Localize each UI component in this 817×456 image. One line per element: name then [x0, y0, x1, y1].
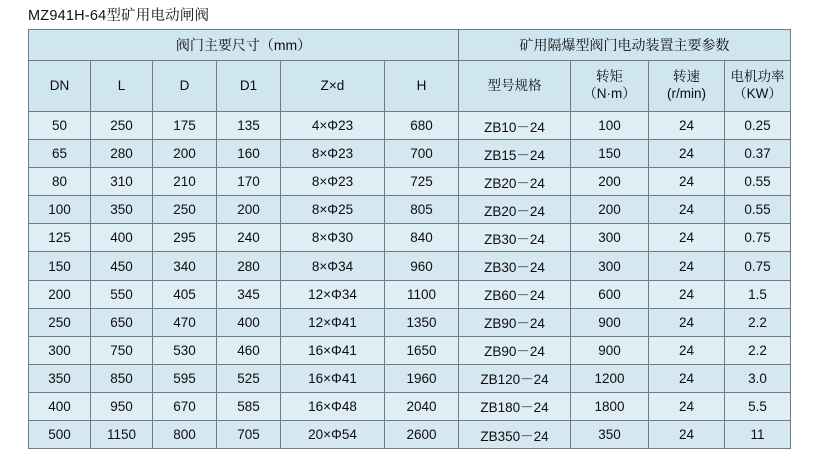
table-cell: 310	[91, 168, 153, 196]
table-cell: ZB30－24	[459, 252, 571, 280]
table-cell: 800	[153, 421, 217, 449]
table-cell: 1200	[571, 364, 649, 392]
column-header-zd-label: Z×d	[320, 77, 345, 93]
table-cell: 175	[153, 112, 217, 140]
table-cell: 0.55	[725, 196, 791, 224]
table-cell: 525	[217, 364, 281, 392]
table-cell: 400	[217, 308, 281, 336]
table-cell: 600	[571, 280, 649, 308]
table-row	[29, 392, 791, 420]
table-row	[29, 224, 791, 252]
table-cell: 725	[385, 168, 459, 196]
table-row	[29, 336, 791, 364]
table-row	[29, 308, 791, 336]
table-cell: 200	[571, 196, 649, 224]
table-cell: 24	[649, 364, 725, 392]
table-cell: 400	[29, 392, 91, 420]
table-cell: 1150	[91, 421, 153, 449]
column-header-h	[385, 61, 459, 112]
table-cell: 200	[571, 168, 649, 196]
table-cell: 170	[217, 168, 281, 196]
table-cell: 585	[217, 392, 281, 420]
table-row	[29, 364, 791, 392]
table-cell: 470	[153, 308, 217, 336]
table-cell: 8×Φ23	[281, 140, 385, 168]
table-cell: 24	[649, 224, 725, 252]
table-cell: ZB60－24	[459, 280, 571, 308]
table-cell: 12×Φ34	[281, 280, 385, 308]
table-cell: 0.37	[725, 140, 791, 168]
column-header-power-label: 电机功率	[730, 69, 785, 85]
table-cell: 160	[217, 140, 281, 168]
table-cell: 8×Φ34	[281, 252, 385, 280]
table-cell: 680	[385, 112, 459, 140]
column-header-torque	[571, 61, 649, 112]
spec-table	[28, 29, 791, 449]
table-cell: ZB10－24	[459, 112, 571, 140]
table-cell: 840	[385, 224, 459, 252]
table-cell: 900	[571, 336, 649, 364]
table-cell: 3.0	[725, 364, 791, 392]
table-row	[29, 252, 791, 280]
table-cell: 24	[649, 112, 725, 140]
table-cell: 250	[153, 196, 217, 224]
table-cell: 125	[29, 224, 91, 252]
column-header-model-label: 型号规格	[487, 77, 542, 93]
table-cell: 805	[385, 196, 459, 224]
table-cell: 750	[91, 336, 153, 364]
table-cell: 2.2	[725, 308, 791, 336]
table-cell: 1800	[571, 392, 649, 420]
table-cell: 24	[649, 168, 725, 196]
table-cell: 1960	[385, 364, 459, 392]
table-row	[29, 421, 791, 449]
group-header-actuator: 矿用隔爆型阀门电动装置主要参数	[459, 30, 791, 61]
table-cell: 0.75	[725, 224, 791, 252]
table-cell: 340	[153, 252, 217, 280]
table-cell: 700	[385, 140, 459, 168]
column-header-zd	[281, 61, 385, 112]
table-row	[29, 196, 791, 224]
table-cell: 24	[649, 196, 725, 224]
table-cell: 24	[649, 252, 725, 280]
table-cell: 80	[29, 168, 91, 196]
table-cell: 1650	[385, 336, 459, 364]
table-cell: 500	[29, 421, 91, 449]
column-header-dn	[29, 61, 91, 112]
table-cell: 460	[217, 336, 281, 364]
table-cell: 850	[91, 364, 153, 392]
table-cell: 650	[91, 308, 153, 336]
column-header-h-label: H	[416, 77, 427, 93]
table-cell: 950	[91, 392, 153, 420]
column-header-speed	[649, 61, 725, 112]
table-head	[29, 30, 791, 112]
table-cell: 1350	[385, 308, 459, 336]
table-cell: 350	[91, 196, 153, 224]
column-header-d	[153, 61, 217, 112]
table-cell: 300	[29, 336, 91, 364]
table-cell: 24	[649, 308, 725, 336]
table-cell: 705	[217, 421, 281, 449]
table-cell: ZB180－24	[459, 392, 571, 420]
table-cell: 150	[571, 140, 649, 168]
table-cell: ZB20－24	[459, 196, 571, 224]
table-cell: 1.5	[725, 280, 791, 308]
table-cell: ZB90－24	[459, 336, 571, 364]
table-cell: 280	[91, 140, 153, 168]
table-cell: 670	[153, 392, 217, 420]
table-cell: 100	[29, 196, 91, 224]
table-cell: 400	[91, 224, 153, 252]
table-cell: ZB350－24	[459, 421, 571, 449]
table-cell: 50	[29, 112, 91, 140]
column-header-torque-label: 转矩	[596, 69, 624, 85]
page-title: MZ941H-64型矿用电动闸阀	[28, 8, 210, 24]
table-cell: 8×Φ23	[281, 168, 385, 196]
table-cell: 16×Φ48	[281, 392, 385, 420]
column-header-power	[725, 61, 791, 112]
column-header-l-label: L	[117, 77, 126, 93]
table-cell: 405	[153, 280, 217, 308]
table-cell: 24	[649, 421, 725, 449]
table-body	[29, 112, 791, 449]
table-cell: 200	[217, 196, 281, 224]
table-row	[29, 280, 791, 308]
table-cell: 300	[571, 252, 649, 280]
table-cell: ZB30－24	[459, 224, 571, 252]
table-row	[29, 168, 791, 196]
column-header-power-unit: （KW）	[733, 86, 782, 101]
table-cell: 1100	[385, 280, 459, 308]
column-header-d-label: D	[179, 77, 190, 93]
table-row	[29, 140, 791, 168]
table-cell: 300	[571, 224, 649, 252]
table-cell: 295	[153, 224, 217, 252]
table-cell: 24	[649, 392, 725, 420]
table-cell: 530	[153, 336, 217, 364]
table-cell: 100	[571, 112, 649, 140]
column-header-speed-unit: (r/min)	[667, 86, 707, 101]
table-cell: 450	[91, 252, 153, 280]
table-cell: 350	[29, 364, 91, 392]
table-cell: 200	[153, 140, 217, 168]
table-cell: 250	[91, 112, 153, 140]
table-cell: 2040	[385, 392, 459, 420]
table-column-header-row	[29, 61, 791, 112]
table-cell: 900	[571, 308, 649, 336]
group-header-dimensions: 阀门主要尺寸（mm）	[29, 30, 459, 61]
table-cell: 280	[217, 252, 281, 280]
table-cell: 0.75	[725, 252, 791, 280]
table-cell: 350	[571, 421, 649, 449]
table-group-header-row	[29, 30, 791, 61]
column-header-d1-label: D1	[239, 77, 258, 93]
table-cell: 20×Φ54	[281, 421, 385, 449]
table-cell: 2.2	[725, 336, 791, 364]
table-cell: 24	[649, 336, 725, 364]
table-cell: 11	[725, 421, 791, 449]
spec-table-container	[28, 29, 790, 449]
column-header-torque-unit: （N·m）	[583, 86, 636, 101]
table-cell: 65	[29, 140, 91, 168]
column-header-dn-label: DN	[49, 77, 70, 93]
table-cell: 4×Φ23	[281, 112, 385, 140]
table-cell: 595	[153, 364, 217, 392]
table-cell: 250	[29, 308, 91, 336]
table-cell: ZB20－24	[459, 168, 571, 196]
table-cell: 135	[217, 112, 281, 140]
table-cell: 550	[91, 280, 153, 308]
table-cell: 150	[29, 252, 91, 280]
column-header-speed-label: 转速	[673, 69, 701, 85]
table-cell: 2600	[385, 421, 459, 449]
table-cell: 0.55	[725, 168, 791, 196]
table-cell: ZB15－24	[459, 140, 571, 168]
column-header-model	[459, 61, 571, 112]
table-cell: 0.25	[725, 112, 791, 140]
column-header-d1	[217, 61, 281, 112]
column-header-l	[91, 61, 153, 112]
table-cell: 960	[385, 252, 459, 280]
table-cell: ZB120－24	[459, 364, 571, 392]
table-cell: 240	[217, 224, 281, 252]
table-cell: 5.5	[725, 392, 791, 420]
table-cell: 200	[29, 280, 91, 308]
table-cell: 16×Φ41	[281, 336, 385, 364]
table-cell: 8×Φ25	[281, 196, 385, 224]
table-cell: 24	[649, 140, 725, 168]
table-cell: 8×Φ30	[281, 224, 385, 252]
table-cell: 24	[649, 280, 725, 308]
table-cell: 16×Φ41	[281, 364, 385, 392]
table-cell: ZB90－24	[459, 308, 571, 336]
table-row	[29, 112, 791, 140]
table-cell: 345	[217, 280, 281, 308]
table-cell: 210	[153, 168, 217, 196]
table-cell: 12×Φ41	[281, 308, 385, 336]
